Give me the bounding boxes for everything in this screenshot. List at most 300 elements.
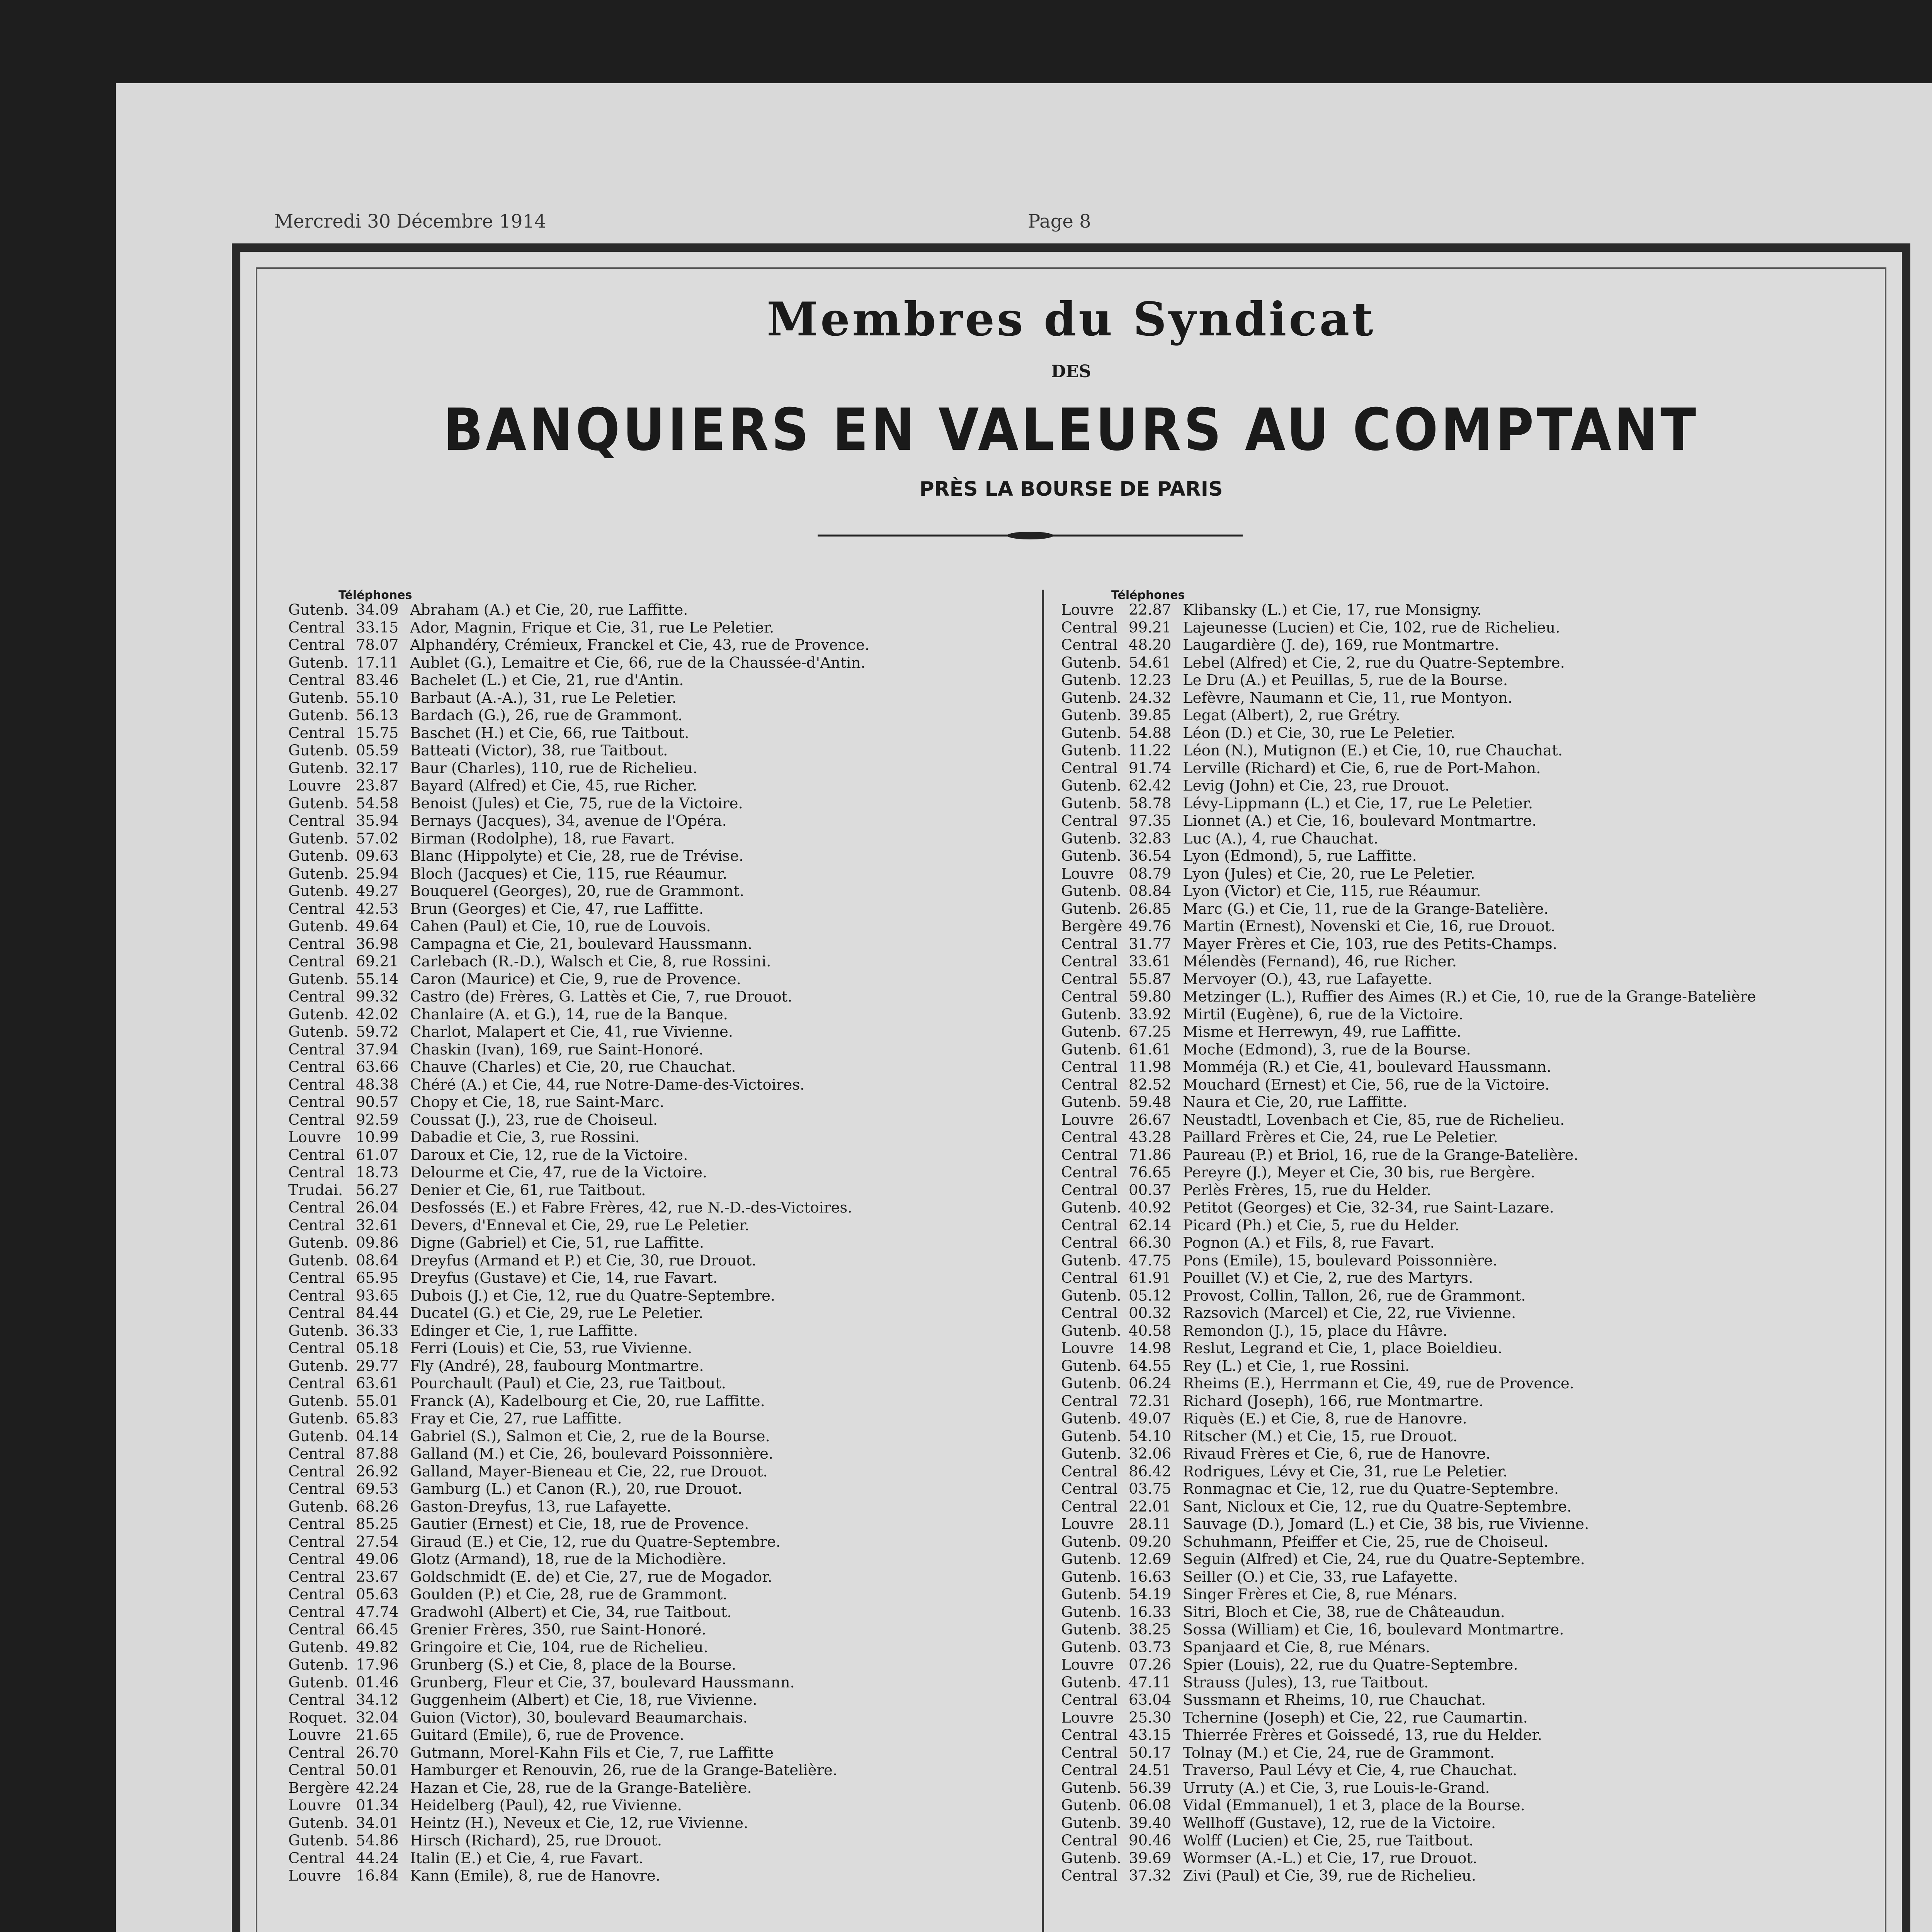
member-row [288,1639,1042,1656]
phone-number: 24.51 [1129,1762,1172,1779]
exchange: Gutenb. [1061,1551,1121,1568]
member-entry: Goldschmidt (E. de) et Cie, 27, rue de Mogador. [410,1568,772,1586]
member-row [288,988,1042,1006]
phone-number: 71.86 [1129,1146,1172,1164]
exchange: Central [288,988,345,1005]
column-divider [1042,590,1044,1932]
member-row [1061,1393,1815,1410]
member-row [288,1058,1042,1076]
exchange: Central [1061,1867,1118,1884]
member-entry: Chauve (Charles) et Cie, 20, rue Chauchat. [410,1058,736,1076]
member-entry: Birman (Rodolphe), 18, rue Favart. [410,830,675,847]
phone-number: 26.92 [356,1463,399,1480]
exchange: Gutenb. [1061,900,1121,918]
exchange: Central [288,1304,345,1322]
member-entry: Blanc (Hippolyte) et Cie, 28, rue de Trévise. [410,847,744,865]
exchange: Gutenb. [1061,654,1121,672]
exchange: Central [1061,1304,1118,1322]
member-entry: Legat (Albert), 2, rue Grétry. [1183,707,1400,724]
member-entry: Mayer Frères et Cie, 103, rue des Petits-Champs. [1183,935,1558,953]
exchange: Central [1061,759,1118,777]
member-row [288,1006,1042,1024]
phone-number: 04.14 [356,1427,399,1445]
phone-number: 47.11 [1129,1673,1172,1691]
member-row [288,1815,1042,1832]
member-row [288,1023,1042,1041]
member-row [1061,1621,1815,1639]
member-entry: Pouillet (V.) et Cie, 2, rue des Martyrs. [1183,1269,1473,1287]
page-number: Page 8 [1028,211,1091,232]
exchange: Gutenb. [288,918,349,935]
phone-number: 54.61 [1129,654,1172,672]
phone-number: 99.21 [1129,619,1172,636]
exchange: Gutenb. [1061,1041,1121,1058]
phone-number: 40.92 [1129,1199,1172,1216]
phone-number: 39.69 [1129,1849,1172,1867]
phone-number: 32.61 [356,1216,399,1234]
phone-number: 54.86 [356,1832,399,1849]
exchange: Bergère [288,1779,350,1797]
member-entry: Marc (G.) et Cie, 11, rue de la Grange-Batelière. [1183,900,1549,918]
phone-number: 28.11 [1129,1515,1172,1533]
member-entry: Naura et Cie, 20, rue Laffitte. [1183,1094,1408,1111]
exchange: Gutenb. [288,1638,349,1656]
member-entry: Razsovich (Marcel) et Cie, 22, rue Vivienne. [1183,1304,1516,1322]
member-row [288,1744,1042,1762]
member-entry: Digne (Gabriel) et Cie, 51, rue Laffitte. [410,1234,704,1252]
phone-number: 57.02 [356,830,399,847]
exchange: Gutenb. [1061,1023,1121,1041]
exchange: Gutenb. [1061,1375,1121,1392]
member-entry: Luc (A.), 4, rue Chauchat. [1183,830,1378,847]
exchange: Central [288,1216,345,1234]
member-entry: Misme et Herrewyn, 49, rue Laffitte. [1183,1023,1461,1041]
exchange: Gutenb. [1061,1568,1121,1586]
member-entry: Delourme et Cie, 47, rue de la Victoire. [410,1164,707,1181]
phone-number: 42.53 [356,900,399,918]
member-row [288,1674,1042,1692]
member-row [288,742,1042,760]
phone-number: 58.78 [1129,794,1172,812]
member-row [1061,1744,1815,1762]
member-entry: Grunberg, Fleur et Cie, 37, boulevard Haussmann. [410,1673,795,1691]
member-entry: Thierrée Frères et Goissedé, 13, rue du Helder. [1183,1726,1542,1744]
phone-number: 86.42 [1129,1463,1172,1480]
member-row [288,1867,1042,1885]
member-row [1061,1287,1815,1305]
member-entry: Léon (D.) et Cie, 30, rue Le Peletier. [1183,724,1455,742]
member-row [288,1410,1042,1428]
member-entry: Hazan et Cie, 28, rue de la Grange-Batelière. [410,1779,752,1797]
member-row [288,1041,1042,1059]
exchange: Louvre [1061,1709,1114,1726]
member-row [1061,1304,1815,1322]
phone-number: 66.45 [356,1621,399,1638]
member-entry: Le Dru (A.) et Peuillas, 5, rue de la Bourse. [1183,672,1508,689]
member-row [1061,1252,1815,1270]
exchange: Gutenb. [1061,1814,1121,1832]
phone-number: 48.38 [356,1076,399,1094]
phone-number: 36.33 [356,1322,399,1340]
member-row [1061,1146,1815,1164]
member-row [1061,1217,1815,1235]
member-row [288,1604,1042,1621]
exchange: Central [1061,1691,1118,1709]
member-entry: Wolff (Lucien) et Cie, 25, rue Taitbout. [1183,1832,1474,1849]
member-row [1061,601,1815,619]
newspaper-page [116,83,1932,1932]
phone-number: 50.17 [1129,1744,1172,1762]
exchange: Gutenb. [1061,883,1121,900]
phone-number: 42.02 [356,1005,399,1023]
member-row [1061,900,1815,918]
phone-number: 44.24 [356,1849,399,1867]
member-entry: Alphandéry, Crémieux, Franckel et Cie, 43, rue de Provence. [410,636,870,654]
member-row [288,689,1042,707]
member-entry: Tolnay (M.) et Cie, 24, rue de Grammont. [1183,1744,1495,1762]
exchange: Gutenb. [288,759,349,777]
member-entry: Glotz (Armand), 18, rue de la Michodière. [410,1551,726,1568]
phone-number: 17.11 [356,654,399,672]
phone-number: 49.64 [356,918,399,935]
phone-number: 55.87 [1129,970,1172,988]
member-row [288,1797,1042,1815]
exchange: Central [288,1744,345,1762]
exchange: Central [1061,1480,1118,1498]
member-entry: Metzinger (L.), Ruffier des Aimes (R.) et Cie, 10, rue de la Grange-Batelière [1183,988,1756,1005]
exchange: Gutenb. [288,1673,349,1691]
notice-subheading: PRÈS LA BOURSE DE PARIS [919,478,1223,501]
member-entry: Lionnet (A.) et Cie, 16, boulevard Montmartre. [1183,812,1537,830]
exchange: Gutenb. [1061,1410,1121,1427]
phone-number: 54.19 [1129,1586,1172,1603]
syndicate-notice [232,243,1910,1932]
member-entry: Lajeunesse (Lucien) et Cie, 102, rue de Richelieu. [1183,619,1560,636]
member-row [288,1182,1042,1199]
exchange: Central [288,1621,345,1638]
exchange: Central [1061,812,1118,830]
phone-number: 55.14 [356,970,399,988]
exchange: Central [1061,953,1118,970]
member-row [288,918,1042,935]
phone-number: 66.30 [1129,1234,1172,1252]
exchange: Gutenb. [288,1392,349,1410]
exchange: Gutenb. [1061,689,1121,707]
member-row [1061,1551,1815,1568]
member-entry: Gutmann, Morel-Kahn Fils et Cie, 7, rue Laffitte [410,1744,774,1762]
member-row [1061,1410,1815,1428]
phone-number: 63.66 [356,1058,399,1076]
member-entry: Spier (Louis), 22, rue du Quatre-Septembre. [1183,1656,1518,1673]
exchange: Central [1061,1164,1118,1181]
exchange: Gutenb. [288,1252,349,1269]
phone-number: 08.64 [356,1252,399,1269]
member-entry: Bernays (Jacques), 34, avenue de l'Opéra. [410,812,727,830]
exchange: Gutenb. [1061,707,1121,724]
member-row [288,1094,1042,1111]
member-row [1061,1182,1815,1199]
member-row [1061,707,1815,724]
member-entry: Martin (Ernest), Novenski et Cie, 16, rue Drouot. [1183,918,1556,935]
member-entry: Denier et Cie, 61, rue Taitbout. [410,1181,646,1199]
exchange: Central [288,1076,345,1094]
member-row [288,1234,1042,1252]
exchange: Gutenb. [288,601,349,619]
exchange: Central [1061,970,1118,988]
member-row [288,707,1042,724]
phone-number: 17.96 [356,1656,399,1673]
exchange: Central [1061,636,1118,654]
member-entry: Momméja (R.) et Cie, 41, boulevard Haussmann. [1183,1058,1551,1076]
member-entry: Rey (L.) et Cie, 1, rue Rossini. [1183,1357,1410,1375]
exchange: Gutenb. [1061,1533,1121,1551]
phone-number: 91.74 [1129,759,1172,777]
member-row [1061,1199,1815,1217]
member-row [1061,760,1815,777]
phone-number: 05.12 [1129,1287,1172,1304]
member-entry: Gautier (Ernest) et Cie, 18, rue de Provence. [410,1515,749,1533]
member-entry: Tchernine (Joseph) et Cie, 22, rue Caumartin. [1183,1709,1528,1726]
phone-number: 85.25 [356,1515,399,1533]
phone-number: 78.07 [356,636,399,654]
member-row [288,1850,1042,1867]
exchange: Central [1061,1129,1118,1146]
exchange: Central [288,812,345,830]
exchange: Central [288,1533,345,1551]
member-row [1061,1322,1815,1340]
exchange: Gutenb. [288,1656,349,1673]
member-row [1061,865,1815,883]
member-row [1061,777,1815,795]
exchange: Gutenb. [288,1410,349,1427]
member-row [1061,883,1815,900]
member-row [288,1393,1042,1410]
member-entry: Mervoyer (O.), 43, rue Lafayette. [1183,970,1432,988]
member-entry: Mélendès (Fernand), 46, rue Richer. [1183,953,1457,970]
exchange: Trudai. [288,1181,343,1199]
member-row [288,1322,1042,1340]
member-row [1061,1463,1815,1481]
member-entry: Guitard (Emile), 6, rue de Provence. [410,1726,684,1744]
member-row [288,1252,1042,1270]
member-row [288,935,1042,953]
phone-number: 65.83 [356,1410,399,1427]
member-row [1061,1023,1815,1041]
member-entry: Heintz (H.), Neveux et Cie, 12, rue Vivienne. [410,1814,748,1832]
member-entry: Léon (N.), Mutignon (E.) et Cie, 10, rue Chauchat. [1183,742,1563,759]
exchange: Louvre [288,1726,341,1744]
exchange: Louvre [1061,865,1114,883]
phone-number: 47.74 [356,1603,399,1621]
member-row [288,865,1042,883]
phone-number: 05.63 [356,1586,399,1603]
phone-number: 08.84 [1129,883,1172,900]
exchange: Gutenb. [288,742,349,759]
member-entry: Fly (André), 28, faubourg Montmartre. [410,1357,704,1375]
member-row [288,760,1042,777]
phone-number: 32.17 [356,759,399,777]
member-entry: Galland (M.) et Cie, 26, boulevard Poissonnière. [410,1445,774,1463]
member-row [1061,1129,1815,1146]
member-row [288,1551,1042,1568]
member-entry: Seguin (Alfred) et Cie, 24, rue du Quatre-Septembre. [1183,1551,1585,1568]
phone-number: 49.76 [1129,918,1172,935]
member-entry: Sossa (William) et Cie, 16, boulevard Montmartre. [1183,1621,1564,1638]
member-entry: Dabadie et Cie, 3, rue Rossini. [410,1129,640,1146]
member-entry: Franck (A), Kadelbourg et Cie, 20, rue Laffitte. [410,1392,765,1410]
member-row [288,1568,1042,1586]
member-row [288,1762,1042,1779]
member-row [1061,1006,1815,1024]
exchange: Central [1061,1216,1118,1234]
phone-number: 06.24 [1129,1375,1172,1392]
phone-number: 21.65 [356,1726,399,1744]
phone-number: 11.22 [1129,742,1172,759]
member-row [1061,1832,1815,1850]
phone-number: 07.26 [1129,1656,1172,1673]
member-entry: Klibansky (L.) et Cie, 17, rue Monsigny. [1183,601,1482,619]
exchange: Gutenb. [1061,724,1121,742]
member-entry: Hamburger et Renouvin, 26, rue de la Grange-Batelière. [410,1762,838,1779]
member-row [1061,636,1815,654]
phone-number: 69.53 [356,1480,399,1498]
exchange: Central [1061,1498,1118,1515]
phone-number: 05.59 [356,742,399,759]
exchange: Louvre [1061,1656,1114,1673]
exchange: Louvre [1061,601,1114,619]
member-row [1061,1797,1815,1815]
member-row [288,971,1042,988]
member-entry: Rodrigues, Lévy et Cie, 31, rue Le Peletier. [1183,1463,1508,1480]
member-row [1061,1480,1815,1498]
exchange: Gutenb. [1061,672,1121,689]
phone-number: 09.63 [356,847,399,865]
exchange: Gutenb. [288,707,349,724]
member-entry: Batteati (Victor), 38, rue Taitbout. [410,742,668,759]
phone-number: 16.63 [1129,1568,1172,1586]
exchange: Gutenb. [1061,1094,1121,1111]
member-row [1061,1674,1815,1692]
member-entry: Remondon (J.), 15, place du Hâvre. [1183,1322,1448,1340]
exchange: Central [288,1691,345,1709]
exchange: Gutenb. [1061,1849,1121,1867]
member-entry: Seiller (O.) et Cie, 33, rue Lafayette. [1183,1568,1458,1586]
member-entry: Ferri (Louis) et Cie, 53, rue Vivienne. [410,1340,692,1357]
member-entry: Petitot (Georges) et Cie, 32-34, rue Saint-Lazare. [1183,1199,1554,1216]
notice-heading: BANQUIERS EN VALEURS AU COMPTANT [443,396,1699,464]
exchange: Gutenb. [1061,830,1121,847]
exchange: Central [288,1375,345,1392]
phone-number: 82.52 [1129,1076,1172,1094]
member-entry: Daroux et Cie, 12, rue de la Victoire. [410,1146,688,1164]
exchange: Gutenb. [288,1357,349,1375]
member-entry: Pereyre (J.), Meyer et Cie, 30 bis, rue Bergère. [1183,1164,1536,1181]
exchange: Central [1061,1392,1118,1410]
member-entry: Sauvage (D.), Jomard (L.) et Cie, 38 bis, rue Vivienne. [1183,1515,1589,1533]
member-entry: Paureau (P.) et Briol, 16, rue de la Grange-Batelière. [1183,1146,1578,1164]
exchange: Gutenb. [1061,1603,1121,1621]
member-row [1061,1111,1815,1129]
exchange: Gutenb. [288,1005,349,1023]
phone-number: 33.61 [1129,953,1172,970]
member-entry: Chanlaire (A. et G.), 14, rue de la Banque. [410,1005,728,1023]
member-row [288,1287,1042,1305]
phone-number: 49.82 [356,1638,399,1656]
member-entry: Gamburg (L.) et Canon (R.), 20, rue Drouot. [410,1480,743,1498]
phone-number: 40.58 [1129,1322,1172,1340]
member-entry: Desfossés (E.) et Fabre Frères, 42, rue N.-D.-des-Victoires. [410,1199,852,1216]
member-entry: Pons (Emile), 15, boulevard Poissonnière. [1183,1252,1498,1269]
phone-number: 48.20 [1129,636,1172,654]
phone-number: 29.77 [356,1357,399,1375]
exchange: Gutenb. [1061,1005,1121,1023]
member-row [288,847,1042,865]
member-entry: Riquès (E.) et Cie, 8, rue de Hanovre. [1183,1410,1467,1427]
member-entry: Traverso, Paul Lévy et Cie, 4, rue Chauchat. [1183,1762,1517,1779]
member-row [288,1726,1042,1744]
member-entry: Heidelberg (Paul), 42, rue Vivienne. [410,1797,682,1814]
member-row [1061,918,1815,935]
member-row [1061,1709,1815,1727]
member-row [1061,1639,1815,1656]
member-entry: Neustadtl, Lovenbach et Cie, 85, rue de Richelieu. [1183,1111,1565,1129]
exchange: Gutenb. [1061,847,1121,865]
exchange: Bergère [1061,918,1122,935]
member-entry: Sitri, Bloch et Cie, 38, rue de Châteaudun. [1183,1603,1505,1621]
exchange: Central [288,1762,345,1779]
phone-number: 36.54 [1129,847,1172,865]
member-row [288,795,1042,813]
member-entry: Barbaut (A.-A.), 31, rue Le Peletier. [410,689,677,707]
phone-number: 09.20 [1129,1533,1172,1551]
phone-number: 32.04 [356,1709,399,1726]
exchange: Central [288,1111,345,1129]
exchange: Gutenb. [288,1427,349,1445]
member-entry: Galland, Mayer-Bieneau et Cie, 22, rue Drouot. [410,1463,768,1480]
phone-number: 43.15 [1129,1726,1172,1744]
member-entry: Devers, d'Enneval et Cie, 29, rue Le Peletier. [410,1216,750,1234]
exchange: Gutenb. [288,847,349,865]
member-entry: Spanjaard et Cie, 8, rue Ménars. [1183,1638,1430,1656]
phone-number: 24.32 [1129,689,1172,707]
member-row [288,619,1042,637]
exchange: Central [288,724,345,742]
member-row [1061,1340,1815,1357]
member-row [288,1146,1042,1164]
member-row [1061,672,1815,689]
member-entry: Levig (John) et Cie, 23, rue Drouot. [1183,777,1450,794]
exchange: Gutenb. [288,689,349,707]
phone-number: 26.04 [356,1199,399,1216]
exchange: Gutenb. [1061,777,1121,794]
exchange: Gutenb. [288,794,349,812]
member-row [1061,689,1815,707]
exchange: Central [288,1146,345,1164]
member-entry: Lyon (Jules) et Cie, 20, rue Le Peletier. [1183,865,1475,883]
member-entry: Pognon (A.) et Fils, 8, rue Favart. [1183,1234,1435,1252]
exchange: Gutenb. [288,1234,349,1252]
member-row [1061,1445,1815,1463]
exchange: Gutenb. [1061,1322,1121,1340]
member-row [288,1656,1042,1674]
exchange: Central [288,900,345,918]
exchange: Central [1061,1234,1118,1252]
exchange: Gutenb. [288,1814,349,1832]
member-row [1061,795,1815,813]
phone-number: 54.88 [1129,724,1172,742]
member-row [1061,1498,1815,1516]
phone-number: 59.80 [1129,988,1172,1005]
